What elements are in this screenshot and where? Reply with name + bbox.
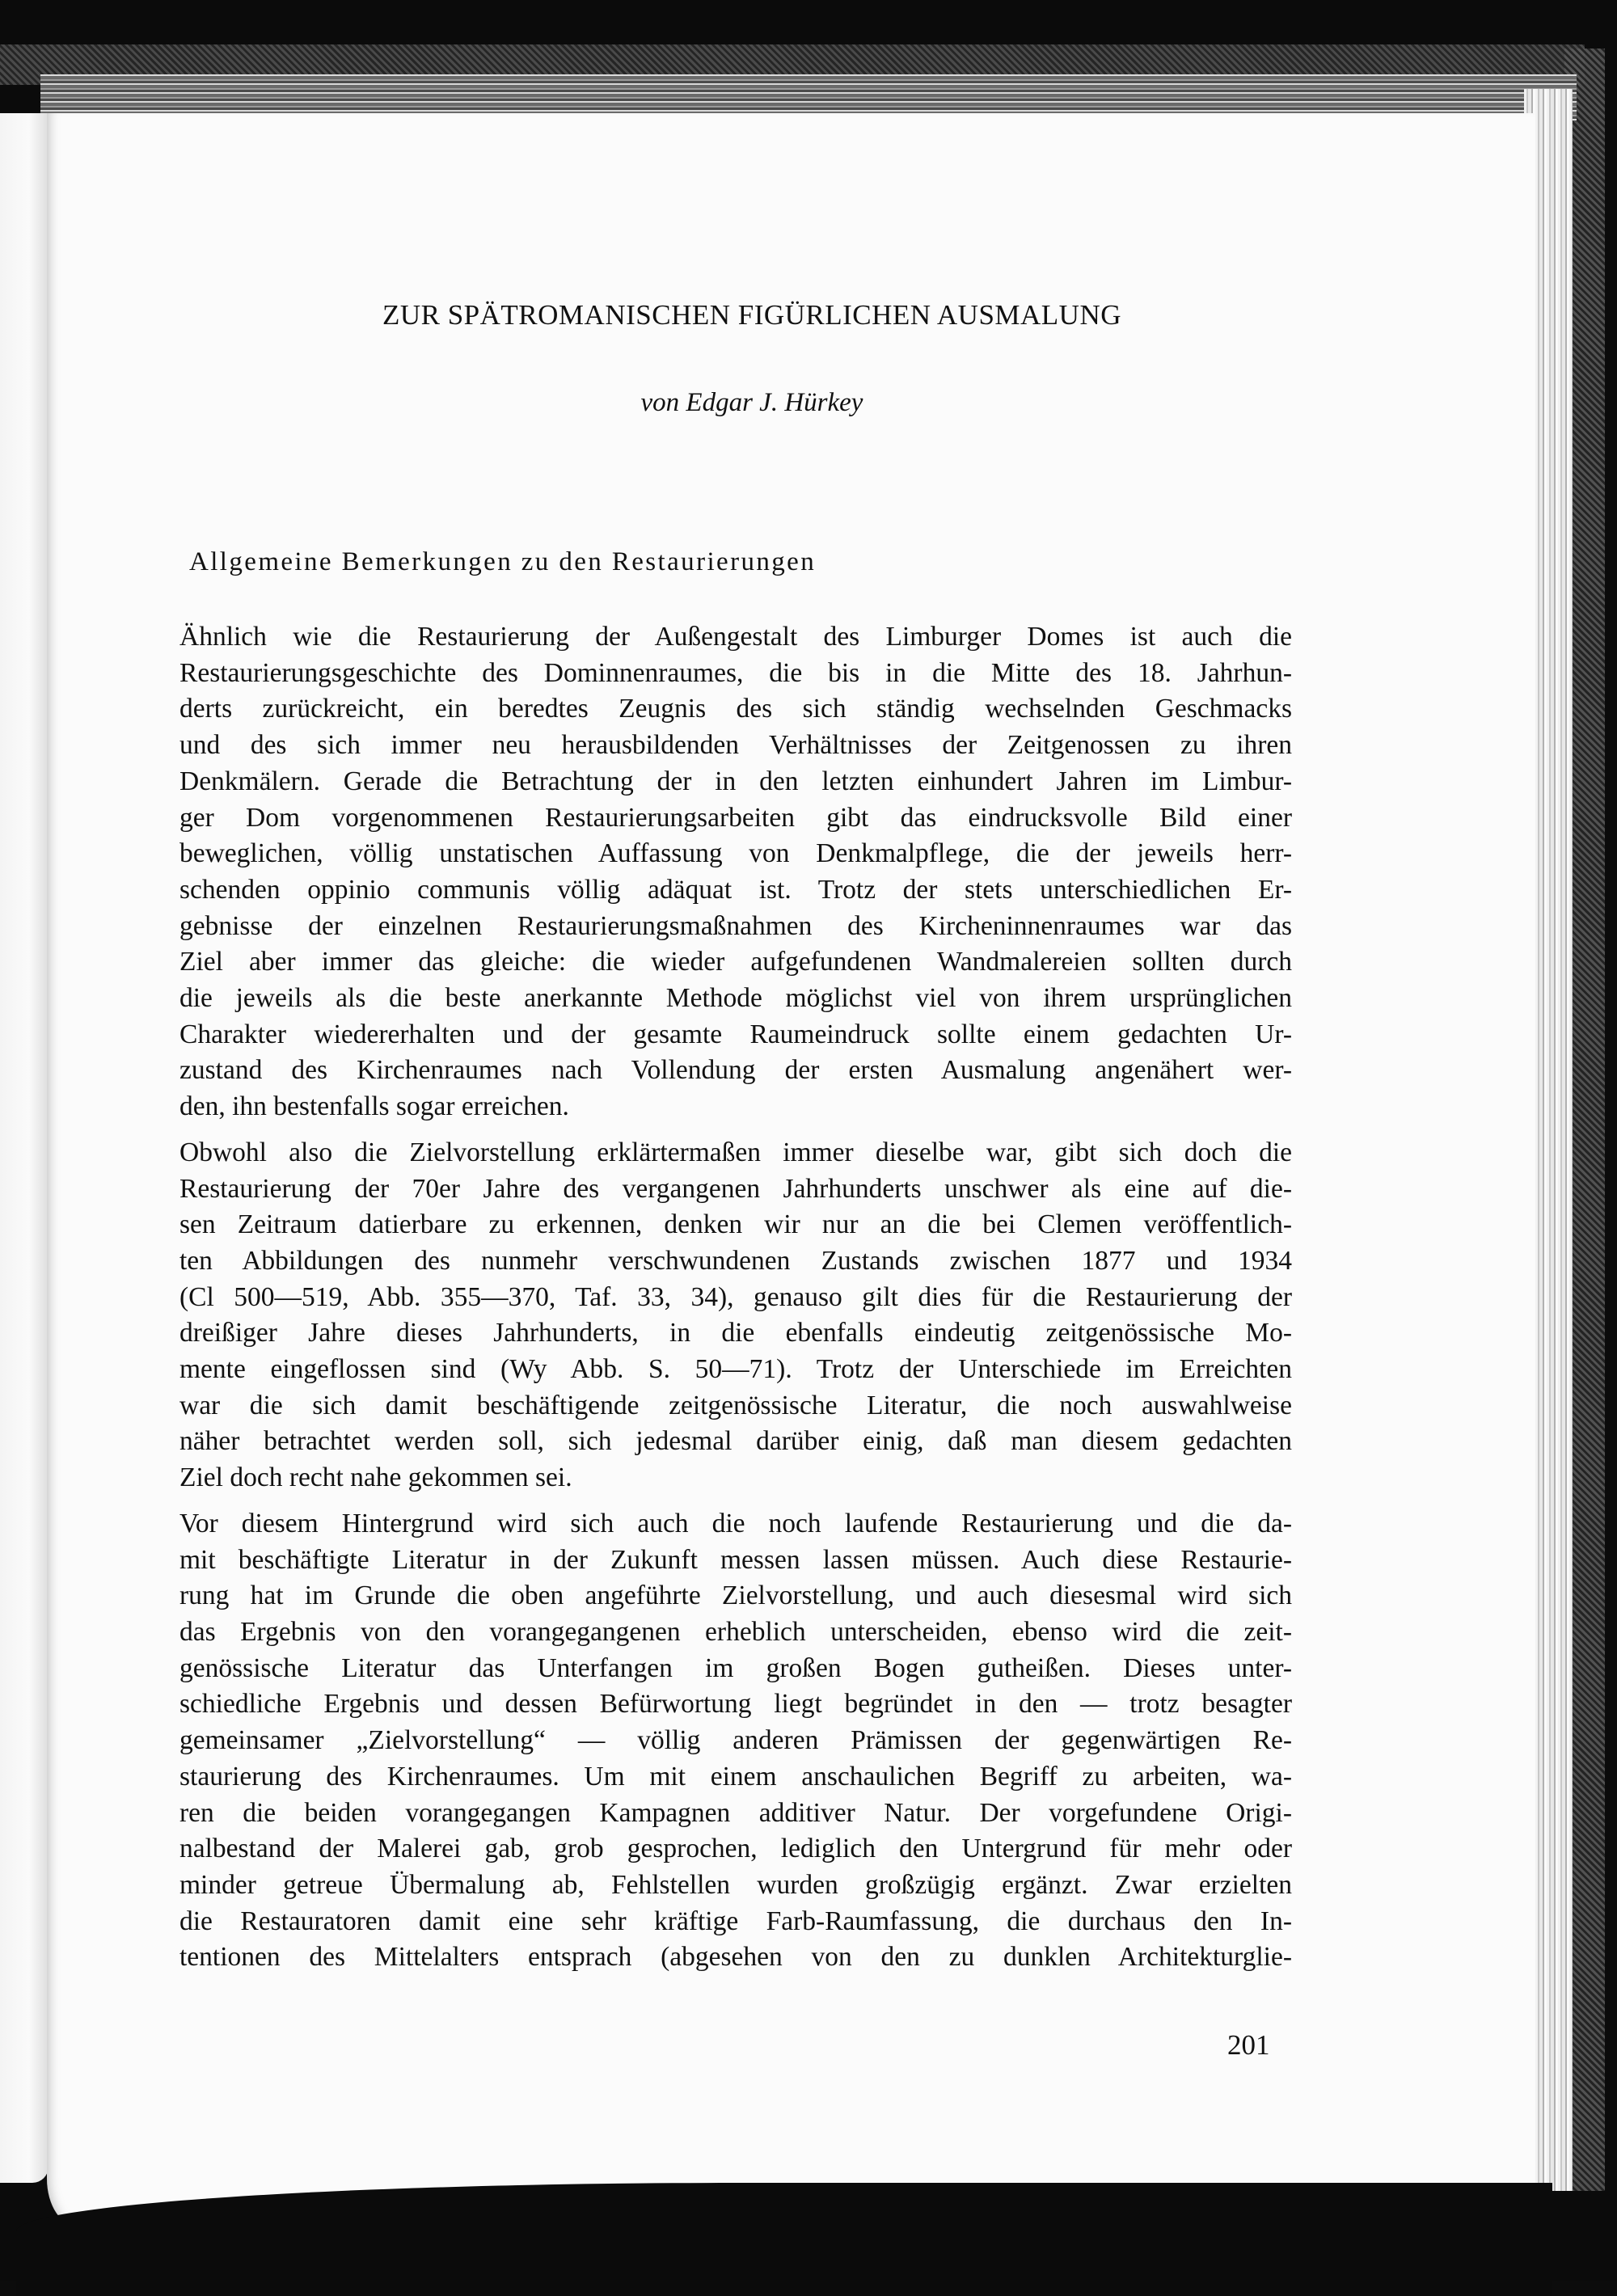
text-line: Denkmälern. Gerade die Betrachtung der in den letzten einhundert Jahren im Limbur- [179,766,1292,796]
text-line: Restaurierungsgeschichte des Dominnenraumes, die bis in die Mitte des 18. Jahrhun- [179,657,1292,688]
text-line: Ähnlich wie die Restaurierung der Außengestalt des Limburger Domes ist auch die [179,622,1292,652]
text-line: war die sich damit beschäftigende zeitgenössische Literatur, die noch auswahlweise [179,1390,1292,1420]
text-line: näher betrachtet werden soll, sich jedesmal darüber einig, daß man diesem gedachten [179,1426,1292,1457]
text-line: ger Dom vorgenommenen Restaurierungsarbeiten gibt das eindrucksvolle Bild einer [179,802,1292,833]
paragraph-2 [179,1135,1292,1496]
text-line: staurierung des Kirchenraumes. Um mit einem anschaulichen Begriff zu arbeiten, wa- [179,1761,1292,1792]
text-line: Restaurierung der 70er Jahre des vergangenen Jahrhunderts unschwer als eine auf die- [179,1173,1292,1204]
section-heading: Allgemeine Bemerkungen zu den Restaurierungen [189,547,817,576]
text-line: genössische Literatur das Unterfangen im großen Bogen gutheißen. Dieses unter- [179,1652,1292,1683]
page-number: 201 [1227,2029,1270,2061]
scan-bottom-shadow [16,2183,1552,2296]
text-line: mit beschäftigte Literatur in der Zukunft messen lassen müssen. Auch diese Restaurie- [179,1544,1292,1575]
paragraph-1 [179,619,1292,1125]
text-line: zustand des Kirchenraumes nach Vollendung der ersten Ausmalung angenähert wer- [179,1055,1292,1086]
author-byline: von Edgar J. Hürkey [640,388,863,417]
text-line: mente eingeflossen sind (Wy Abb. S. 50—71). Trotz der Unterschiede im Erreichten [179,1354,1292,1385]
text-line: minder getreue Übermalung ab, Fehlstellen wurden großzügig ergänzt. Zwar erzielten [179,1869,1292,1900]
text-line: Vor diesem Hintergrund wird sich auch die noch laufende Restaurierung und die da- [179,1508,1292,1538]
text-line: und des sich immer neu herausbildenden Verhältnisses der Zeitgenossen zu ihren [179,730,1292,761]
body-text [179,619,1292,1976]
text-line: Obwohl also die Zielvorstellung erklärtermaßen immer dieselbe war, gibt sich doch die [179,1137,1292,1167]
page-content [179,299,1292,1986]
text-line: (Cl 500—519, Abb. 355—370, Taf. 33, 34), genauso gilt dies für die Restaurierung der [179,1281,1292,1312]
text-line: den, ihn bestenfalls sogar erreichen. [179,1091,569,1122]
text-line: schiedliche Ergebnis und dessen Befürwortung liegt begründet in den — trotz besagter [179,1689,1292,1720]
text-line: die Restauratoren damit eine sehr kräftige Farb-Raumfassung, die durchaus den In- [179,1906,1292,1936]
text-line: das Ergebnis von den vorangegangenen erheblich unterscheiden, ebenso wird die zeit- [179,1616,1292,1647]
article-title: ZUR SPÄTROMANISCHEN FIGÜRLICHEN AUSMALUNG [382,299,1122,331]
text-line: derts zurückreicht, ein beredtes Zeugnis des sich ständig wechselnden Geschmacks [179,694,1292,724]
text-line: tentionen des Mittelalters entsprach (abgesehen von den zu dunklen Architekturglie- [179,1942,1292,1973]
text-line: gebnisse der einzelnen Restaurierungsmaßnahmen des Kircheninnenraumes war das [179,910,1292,941]
text-line: nalbestand der Malerei gab, grob gesprochen, lediglich den Untergrund für mehr oder [179,1834,1292,1864]
text-line: dreißiger Jahre dieses Jahrhunderts, in die ebenfalls eindeutig zeitgenössische Mo- [179,1318,1292,1348]
paragraph-3 [179,1506,1292,1976]
text-line: Charakter wiedererhalten und der gesamte Raumeindruck sollte einem gedachten Ur- [179,1019,1292,1049]
text-line: schenden oppinio communis völlig adäquat ist. Trotz der stets unterschiedlichen Er- [179,874,1292,905]
text-line: gemeinsamer „Zielvorstellung“ — völlig anderen Prämissen der gegenwärtigen Re- [179,1725,1292,1756]
text-line: rung hat im Grunde die oben angeführte Zielvorstellung, und auch diesesmal wird sich [179,1581,1292,1611]
text-line: beweglichen, völlig unstatischen Auffassung von Denkmalpflege, die der jeweils herr- [179,838,1292,869]
text-line: sen Zeitraum datierbare zu erkennen, denken wir nur an die bei Clemen veröffentlich- [179,1209,1292,1240]
text-line: die jeweils als die beste anerkannte Methode möglichst viel von ihrem ursprünglichen [179,983,1292,1014]
text-line: Ziel aber immer das gleiche: die wieder aufgefundenen Wandmalereien sollten durch [179,947,1292,977]
text-line: Ziel doch recht nahe gekommen sei. [179,1462,572,1493]
facing-page-edge [0,113,49,2183]
text-line: ten Abbildungen des nunmehr verschwundenen Zustands zwischen 1877 und 1934 [179,1245,1292,1276]
text-line: ren die beiden vorangegangen Kampagnen additiver Natur. Der vorgefundene Origi- [179,1797,1292,1828]
